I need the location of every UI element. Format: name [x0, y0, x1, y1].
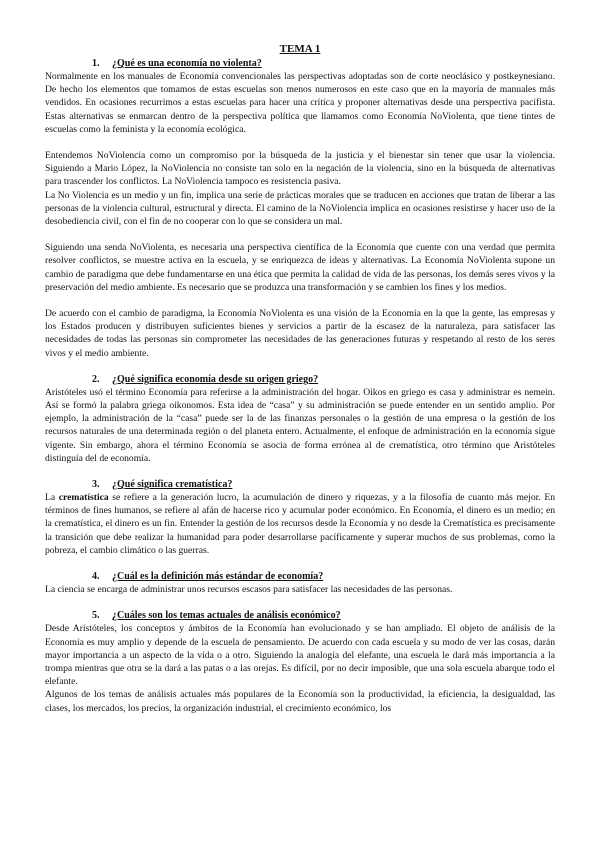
section-3-paragraph-1 — [45, 491, 555, 557]
section-5-number: 5. — [92, 610, 100, 622]
section-5-heading — [45, 609, 555, 622]
section-2-title: ¿Qué significa economía desde su origen griego? — [112, 373, 319, 385]
section-1-number: 1. — [92, 58, 100, 69]
section-4-number: 4. — [92, 571, 100, 583]
section-2-heading — [45, 373, 555, 386]
section-1-paragraph-1: Normalmente en los manuales de Economía convencionales las perspectivas adoptadas son de corte neoclásico y postkeynesiano. De hecho los elementos que tomamos de estas escuelas son menos numerosos en este caso que en la mayoría de manuales más vendidos. En ocasiones recurrimos a estas escuelas para hacer una crítica y proponer alternativas desde una perspectiva pacifista. Estas alternativas se enmarcan dentro de la perspectiva política que llamamos como Economía NoViolenta, que tiene tintes de escuelas como la feminista y la economía ecológica. — [45, 71, 555, 135]
section-3-body: se refiere a la generación lucro, la acumulación de dinero y riquezas, y a la filosofía de cuanto más mejor. En términos de fines humanos, se refiere al afán de hacerse rico y acumular poder económico. En Economía, el dinero es un medio; en la crematística, el dinero es un fin. Entender la gestión de los recursos desde la Economía y no desde la Crematística es precisamente la transición que debe realizar la humanidad para poder desarrollarse pacíficamente y superar muchos de sus problemas, como la pobreza, el cambio climático o las guerras. — [45, 492, 555, 556]
section-5-paragraph-2: Algunos de los temas de análisis actuales más populares de la Economía son la productividad, la eficiencia, la desigualdad, las clases, los mercados, los precios, la organización industrial, el crecimiento económico, los — [45, 689, 555, 714]
section-4-title: ¿Cuál es la definición más estándar de economía? — [112, 571, 324, 583]
section-3-heading — [45, 478, 555, 491]
section-1-paragraph-3: La No Violencia es un medio y un fin, implica una serie de prácticas morales que se traducen en acciones que tratan de liberar a las personas de la violencia cultural, estructural y directa. El camino de la NoViolencia implica en ocasiones resistirse y hacer uso de la desobediencia civil, con el fin de no cooperar con lo que se considera un mal. — [45, 189, 555, 228]
section-3-number: 3. — [92, 479, 100, 491]
section-4-heading — [45, 570, 555, 583]
section-1-title: ¿Qué es una economía no violenta? — [112, 58, 262, 69]
section-3-term: crematística — [58, 492, 109, 504]
section-1-paragraph-2: Entendemos NoViolencia como un compromiso por la búsqueda de la justicia y el bienestar sin tener que usar la violencia. Siguiendo a Mario López, la NoViolencia no consiste tan solo en la negación de la violencia, sino en la búsqueda de alternativas para trascender los conflictos. La NoViolencia tampoco es resistencia pasiva. — [45, 150, 555, 188]
section-2-number: 2. — [92, 373, 100, 385]
section-1-paragraph-4: Siguiendo una senda NoViolenta, es necesaria una perspectiva científica de la Economía que cuente con una verdad que permita resolver conflictos, se muestre activa en la escuela, y se enriquezca de ideas y alternativas. La Economía NoViolenta supone un cambio de paradigma que debe fundamentarse en una ética que permita la calidad de vida de las personas, los demás seres vivos y la preservación del medio ambiente. Es necesario que se produzca una transformación y se cambien los fines y los medios. — [45, 242, 555, 293]
section-3-title: ¿Qué significa crematística? — [112, 479, 233, 491]
section-3-lead: La — [45, 492, 59, 504]
section-1-paragraph-5: De acuerdo con el cambio de paradigma, la Economía NoViolenta es una visión de la Economía en la que la gente, las empresas y los Estados producen y distribuyen suficientes bienes y servicios a partir de la escasez de la naturaleza, para satisfacer las necesidades de todas las personas sin comprometer las necesidades de las generaciones futuras y respetando al resto de los seres vivos y el medio ambiente. — [45, 308, 555, 359]
section-1-heading — [45, 57, 555, 70]
section-2-paragraph-1: Aristóteles usó el término Economía para referirse a la administración del hogar. Oikos en griego es casa y administrar es nemein. Así se formó la palabra griega oikonomos. Esta idea de “casa” y su administración se puede entender en un sentido amplio. Por ejemplo, la administración de la “casa” puede ser la de las finanzas personales o la gestión de una empresa o la gestión de los recursos naturales de una determinada región o del planeta entero. Actualmente, el enfoque de administración en la economía sigue vigente. Sin embargo, ahora el término Economía se asocia de forma errónea al de crematística, otro término que Aristóteles distinguía del de economía. — [45, 386, 555, 464]
document-title: TEMA 1 — [279, 43, 321, 55]
section-5-title: ¿Cuáles son los temas actuales de análisis económico? — [112, 610, 341, 622]
section-4-paragraph-1: La ciencia se encarga de administrar unos recursos escasos para satisfacer las necesidades de las personas. — [45, 584, 453, 596]
section-5-paragraph-1: Desde Aristóteles, los conceptos y ámbitos de la Economía han evolucionado y se han ampliado. El objeto de análisis de la Economía es muy amplio y depende de la escuela de pensamiento. De acuerdo con cada escuela y su modo de ver las cosas, darán mayor importancia a un aspecto de la vida o a otro. Siguiendo la analogía del elefante, una escuela le dará más importancia a la trompa mientras que otra se la dará a las patas o a las orejas. Es difícil, por no decir imposible, que una sola escuela abarque todo el elefante. — [45, 623, 555, 688]
